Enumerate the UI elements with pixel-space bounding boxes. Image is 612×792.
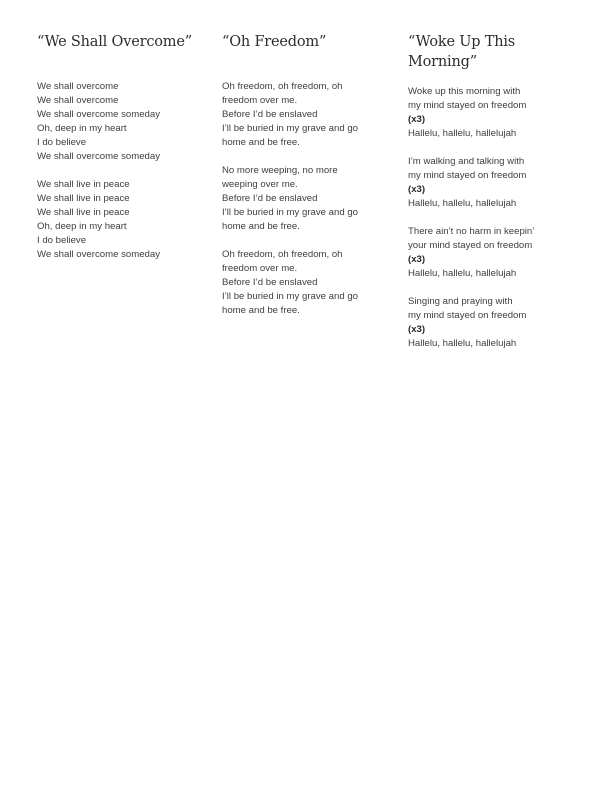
lyric-line: home and be free.	[222, 305, 300, 316]
stanza	[408, 155, 593, 211]
lyric-line: We shall live in peace	[37, 193, 130, 204]
lyric-line: I do believe	[37, 137, 87, 148]
stanza	[408, 295, 593, 351]
song-title-line: “Woke Up This	[408, 34, 516, 50]
song-we-shall-overcome	[37, 32, 212, 276]
repeat-marker: (x3)	[408, 184, 426, 195]
lyric-line: Oh, deep in my heart	[37, 123, 127, 134]
lyric-line: my mind stayed on freedom	[408, 310, 527, 321]
lyric-line: We shall overcome someday	[37, 151, 160, 162]
lyric-line: Oh freedom, oh freedom, oh	[222, 249, 343, 260]
lyric-line: Hallelu, hallelu, hallelujah	[408, 128, 517, 139]
lyric-line: weeping over me.	[222, 179, 298, 190]
repeat-marker: (x3)	[408, 114, 426, 125]
lyric-line: freedom over me.	[222, 95, 298, 106]
lyric-line: Before I’d be enslaved	[222, 109, 318, 120]
stanza	[222, 248, 397, 318]
song-woke-up-this-morning	[408, 32, 593, 365]
song-title-line: Morning”	[408, 54, 477, 70]
lyric-line: I do believe	[37, 235, 87, 246]
lyric-line: We shall overcome someday	[37, 109, 160, 120]
song-title: “Oh Freedom”	[222, 34, 327, 50]
song-title: “We Shall Overcome”	[37, 34, 192, 50]
song-title	[408, 32, 593, 72]
lyric-line: Hallelu, hallelu, hallelujah	[408, 268, 517, 279]
lyric-line: Before I’d be enslaved	[222, 277, 318, 288]
lyric-line: We shall overcome someday	[37, 249, 160, 260]
lyric-line: home and be free.	[222, 221, 300, 232]
lyric-line: my mind stayed on freedom	[408, 100, 527, 111]
lyric-line: I’ll be buried in my grave and go	[222, 207, 358, 218]
stanza	[408, 85, 593, 141]
lyric-line: Singing and praying with	[408, 296, 513, 307]
lyric-line: We shall overcome	[37, 81, 119, 92]
repeat-marker: (x3)	[408, 324, 426, 335]
stanza	[37, 80, 212, 164]
stanza	[408, 225, 593, 281]
lyric-line: We shall live in peace	[37, 179, 130, 190]
stanza	[222, 164, 397, 234]
lyric-line: Oh, deep in my heart	[37, 221, 127, 232]
lyric-line: Oh freedom, oh freedom, oh	[222, 81, 343, 92]
stanza	[37, 178, 212, 262]
lyric-line: Woke up this morning with	[408, 86, 521, 97]
lyric-line: I’m walking and talking with	[408, 156, 525, 167]
lyric-line: I’ll be buried in my grave and go	[222, 291, 358, 302]
lyric-line: freedom over me.	[222, 263, 298, 274]
lyric-line: I’ll be buried in my grave and go	[222, 123, 358, 134]
lyric-line: Before I’d be enslaved	[222, 193, 318, 204]
lyric-line: There ain’t no harm in keepin’	[408, 226, 535, 237]
lyric-line: home and be free.	[222, 137, 300, 148]
song-oh-freedom	[222, 32, 397, 332]
stanza	[222, 80, 397, 150]
lyric-line: my mind stayed on freedom	[408, 170, 527, 181]
lyric-line: No more weeping, no more	[222, 165, 338, 176]
lyric-line: Hallelu, hallelu, hallelujah	[408, 198, 517, 209]
lyric-line: We shall overcome	[37, 95, 119, 106]
lyric-line: your mind stayed on freedom	[408, 240, 533, 251]
lyric-line: Hallelu, hallelu, hallelujah	[408, 338, 517, 349]
lyric-line: We shall live in peace	[37, 207, 130, 218]
repeat-marker: (x3)	[408, 254, 426, 265]
